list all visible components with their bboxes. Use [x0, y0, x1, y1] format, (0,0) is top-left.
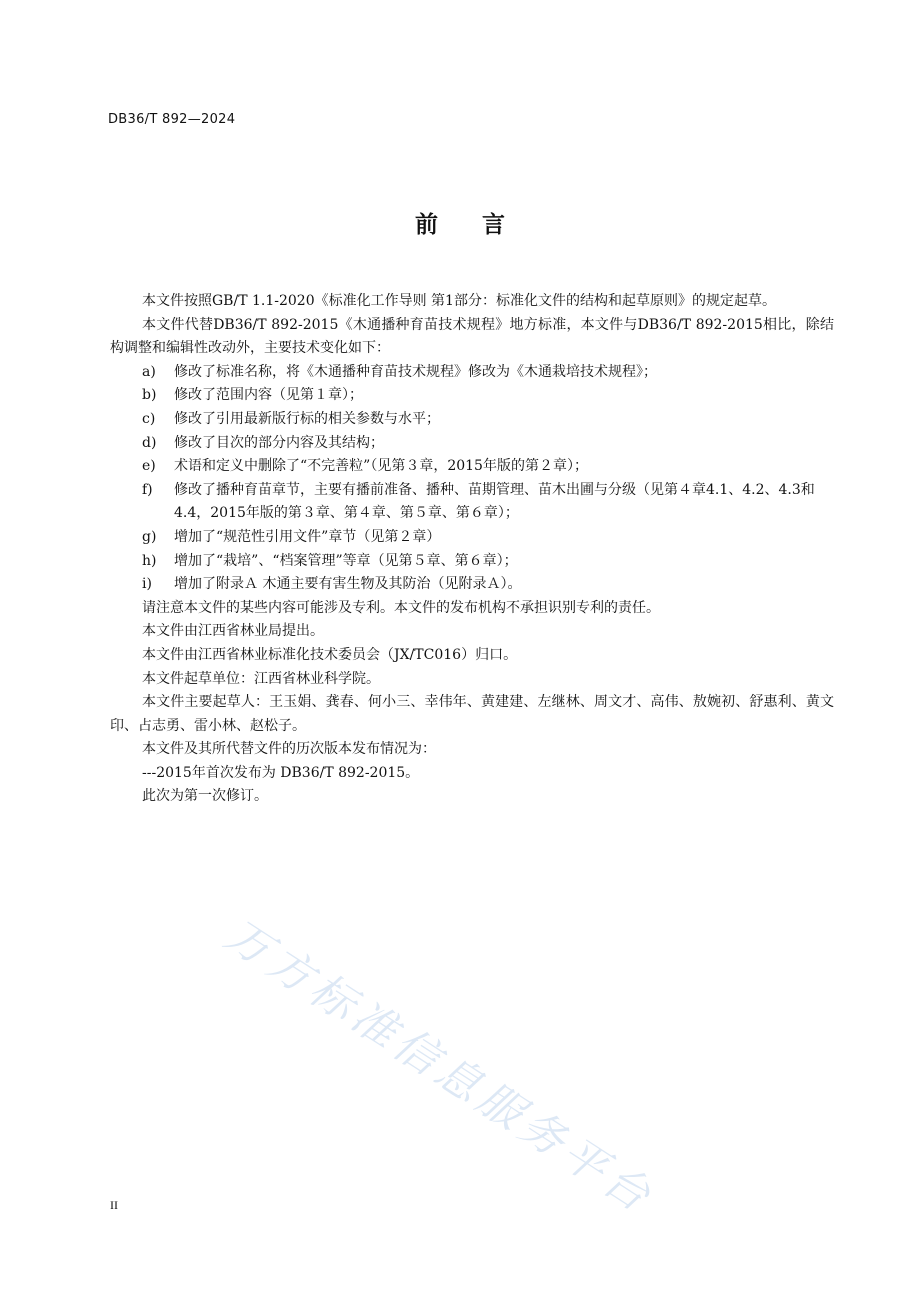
list-item-text: 术语和定义中删除了“不完善粒”（见第３章，2015年版的第２章）； [174, 458, 588, 475]
list-item-text: 增加了附录Ａ 木通主要有害生物及其防治（见附录Ａ）。 [174, 576, 522, 593]
list-item [110, 361, 834, 385]
list-item-text: 修改了标准名称，将《木通播种育苗技术规程》修改为《木通栽培技术规程》； [174, 363, 657, 380]
paragraph-drafting-unit: 本文件起草单位：江西省林业科学院。 [142, 670, 380, 687]
list-item [110, 550, 834, 574]
list-item-text: 修改了引用最新版行标的相关参数与水平； [174, 410, 440, 427]
paragraph-patent-notice: 请注意本文件的某些内容可能涉及专利。本文件的发布机构不承担识别专利的责任。 [142, 599, 660, 616]
document-body [110, 290, 834, 809]
paragraph-proposer: 本文件由江西省林业局提出。 [142, 623, 324, 640]
paragraph-standard-basis: 本文件按照GB/T 1.1-2020《标准化工作导则 第1部分：标准化文件的结构和起草原则》的规定起草。 [142, 293, 776, 309]
paragraph-centralizer: 本文件由江西省林业标准化技术委员会（JX/TC016）归口。 [142, 646, 518, 663]
list-item [110, 573, 834, 597]
list-item [110, 408, 834, 432]
list-item-text: 增加了“栽培”、“档案管理”等章（见第５章、第６章）； [174, 552, 518, 569]
list-marker: e) [142, 458, 156, 475]
page-number: II [110, 1198, 118, 1212]
list-marker: i) [142, 576, 152, 593]
list-item-text: 修改了播种育苗章节，主要有播前准备、播种、苗期管理、苗木出圃与分级（见第４章4.1、4.2、4.3和4.4，2015年版的第３章、第４章、第５章、第６章）； [174, 481, 815, 522]
paragraph-drafters: 本文件主要起草人：王玉娟、龚春、何小三、幸伟年、黄建建、左继林、周文才、高伟、敖婉初、舒惠利、黄文印、占志勇、雷小林、赵松子。 [110, 694, 834, 734]
list-marker: a) [142, 363, 156, 380]
changes-list [110, 361, 834, 597]
paragraph-replacement: 本文件代替DB36/T 892-2015《木通播种育苗技术规程》地方标准，本文件与DB36/T 892-2015相比，除结构调整和编辑性改动外，主要技术变化如下： [110, 316, 834, 357]
list-marker: d) [142, 434, 157, 451]
list-item [110, 432, 834, 456]
list-item-text: 修改了范围内容（见第１章）； [174, 387, 363, 404]
list-marker: c) [142, 410, 156, 427]
list-marker: f) [142, 481, 153, 498]
list-item-text: 修改了目次的部分内容及其结构； [174, 434, 384, 451]
list-item [110, 455, 834, 479]
list-item [110, 384, 834, 408]
page-title: 前言 [415, 212, 549, 238]
list-item [110, 526, 834, 550]
paragraph-history-item: ---2015年首次发布为 DB36/T 892-2015。 [142, 764, 420, 781]
list-item [110, 479, 834, 526]
list-item-text: 增加了“规范性引用文件”章节（见第２章） [174, 528, 441, 545]
list-marker: h) [142, 552, 157, 569]
paragraph-revision: 此次为第一次修订。 [142, 788, 268, 805]
paragraph-history-intro: 本文件及其所代替文件的历次版本发布情况为： [142, 741, 436, 758]
list-marker: b) [142, 387, 157, 404]
document-code: DB36/T 892—2024 [108, 112, 236, 127]
watermark: 万方标准信息服务平台 [216, 909, 664, 1225]
list-marker: g) [142, 528, 157, 545]
